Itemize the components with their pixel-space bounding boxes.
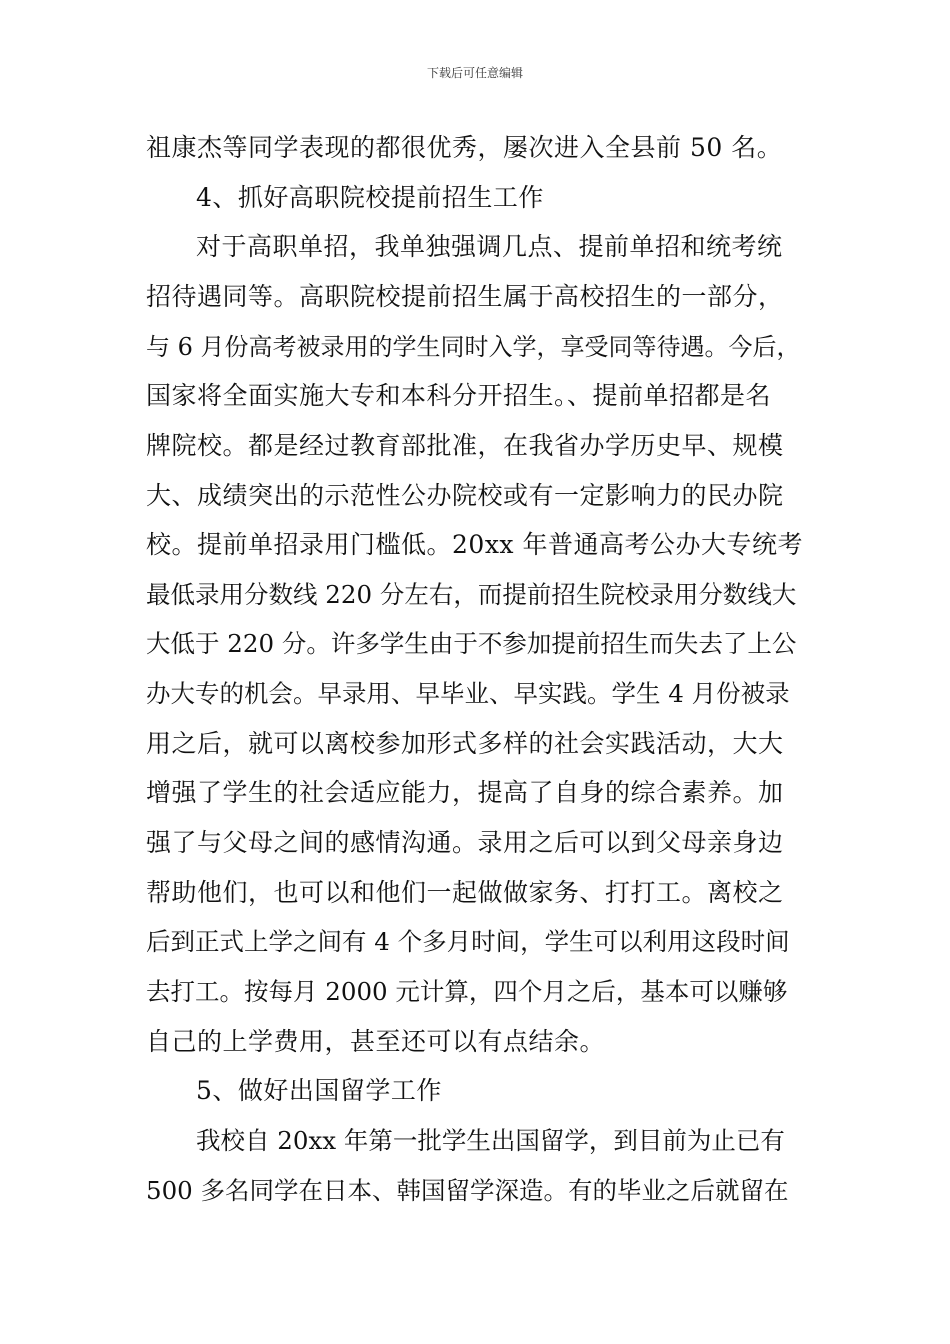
section-heading: 5、做好出国留学工作: [196, 1076, 442, 1105]
text-line: 最低录用分数线 220 分左右，而提前招生院校录用分数线大: [146, 580, 797, 609]
text-line: 我校自 20xx 年第一批学生出国留学，到目前为止已有: [196, 1126, 785, 1155]
text-line: 500 多名同学在日本、韩国留学深造。有的毕业之后就留在: [146, 1176, 789, 1205]
text-line: 国家将全面实施大专和本科分开招生。、提前单招都是名: [146, 381, 772, 410]
text-line: 牌院校。都是经过教育部批准，在我省办学历史早、规模: [146, 431, 784, 460]
text-line: 用之后，就可以离校参加形式多样的社会实践活动，大大: [146, 729, 784, 758]
text-line: 去打工。按每月 2000 元计算，四个月之后，基本可以赚够: [146, 977, 788, 1006]
text-line: 祖康杰等同学表现的都很优秀，屡次进入全县前 50 名。: [146, 133, 783, 162]
text-line: 增强了学生的社会适应能力，提高了自身的综合素养。加: [146, 778, 784, 807]
text-line: 帮助他们，也可以和他们一起做做家务、打打工。离校之: [146, 878, 784, 907]
text-line: 强了与父母之间的感情沟通。录用之后可以到父母亲身边: [146, 828, 784, 857]
section-heading: 4、抓好高职院校提前招生工作: [196, 183, 544, 212]
text-line: 对于高职单招，我单独强调几点、提前单招和统考统: [196, 232, 783, 261]
text-line: 大低于 220 分。许多学生由于不参加提前招生而失去了上公: [146, 629, 797, 658]
text-line: 大、成绩突出的示范性公办院校或有一定影响力的民办院: [146, 481, 784, 510]
text-line: 校。提前单招录用门槛低。20xx 年普通高考公办大专统考: [146, 530, 803, 559]
text-line: 后到正式上学之间有 4 个多月时间，学生可以利用这段时间: [146, 927, 790, 956]
text-line: 办大专的机会。早录用、早毕业、早实践。学生 4 月份被录: [146, 679, 790, 708]
text-line: 招待遇同等。高职院校提前招生属于高校招生的一部分，: [146, 282, 784, 311]
text-line: 自己的上学费用，甚至还可以有点结余。: [146, 1027, 606, 1056]
text-line: 与 6 月份高考被录用的学生同时入学，享受同等待遇。今后，: [146, 333, 801, 361]
page-header: 下载后可任意编辑: [426, 66, 523, 80]
